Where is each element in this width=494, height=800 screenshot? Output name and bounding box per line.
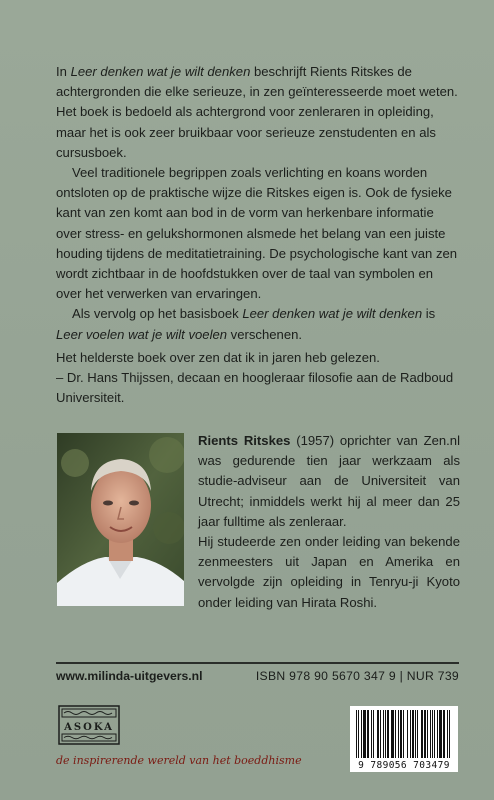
- barcode-bar: [430, 710, 431, 758]
- barcode-bar: [371, 710, 372, 758]
- author-bio: [198, 431, 460, 613]
- barcode-bar: [432, 710, 433, 758]
- barcode-bar: [363, 710, 366, 758]
- barcode-bar: [449, 710, 450, 758]
- barcode-bar: [358, 710, 359, 758]
- barcode-bar: [410, 710, 411, 758]
- blurb-paragraph-2: Veel traditionele begrippen zoals verlichting en koans worden ontsloten op de praktische wijze die Ritskes eigen is. Ook de fysieke kant van zen komt aan bod in de vorm van herkenbare informatie over stress- en gelukshormonen alsmede het belang van een juiste houding tijdens de meditatietraining. De psychologische kant van zen wordt zichtbaar in de hoofdstukken over de taal van symbolen en over het verwerken van ervaringen.: [56, 165, 458, 302]
- barcode-bar: [439, 710, 442, 758]
- asoka-logo: [58, 705, 120, 745]
- barcode-bar: [356, 710, 357, 758]
- footer-divider: [56, 662, 459, 664]
- barcode-bar: [427, 710, 428, 758]
- bio-paragraph-1: Rients Ritskes (1957) oprichter van Zen.nl was gedurende tien jaar werkzaam als studie-adviseur aan de Universiteit van Utrecht; inmiddels werkt hij al meer dan 25 jaar fulltime als zenleraar.: [198, 433, 460, 529]
- barcode-bar: [417, 710, 418, 758]
- barcode-bar: [367, 710, 369, 758]
- author-name: Rients Ritskes: [198, 433, 291, 448]
- quote-attribution: – Dr. Hans Thijssen, decaan en hoogleraar filosofie aan de Radboud Universiteit.: [56, 370, 454, 406]
- blurb-paragraph-3: Als vervolg op het basisboek Leer denken wat je wilt denken is Leer voelen wat je wilt voelen verschenen.: [56, 306, 436, 342]
- barcode-bar: [403, 710, 404, 758]
- author-photo: [57, 433, 184, 606]
- svg-text:ASOKA: ASOKA: [64, 722, 114, 733]
- barcode-bar: [377, 710, 379, 758]
- barcode-bar: [443, 710, 445, 758]
- barcode-number: 9 789056 703479: [358, 760, 450, 771]
- barcode-bar: [447, 710, 448, 758]
- quote-text: Het helderste boek over zen dat ik in jaren heb gelezen.: [56, 350, 380, 365]
- barcode-bar: [412, 710, 414, 758]
- isbn-barcode: [350, 706, 458, 772]
- barcode-bar: [391, 710, 394, 758]
- barcode-bar: [400, 710, 402, 758]
- book-title: Leer denken wat je wilt denken: [242, 306, 423, 322]
- barcode-bar: [383, 710, 384, 758]
- review-quote: [56, 348, 458, 409]
- barcode-bar: [380, 710, 381, 758]
- bio-paragraph-2: Hij studeerde zen onder leiding van bekende zenmeesters uit Japan en Amerika en vervolgde zijn opleiding in Tenryu-ji Kyoto onder leiding van Hirata Roshi.: [198, 534, 460, 610]
- sequel-title: Leer voelen wat je wilt voelen: [56, 326, 228, 342]
- blurb: [56, 62, 458, 345]
- barcode-bar: [434, 710, 435, 758]
- publisher-url: www.milinda-uitgevers.nl: [56, 669, 203, 683]
- barcode-bar: [395, 710, 396, 758]
- book-title: Leer denken wat je wilt denken: [70, 64, 251, 79]
- barcode-bar: [387, 710, 389, 758]
- publisher-tagline: de inspirerende wereld van het boeddhisme: [56, 754, 302, 767]
- footer-row: [56, 669, 459, 683]
- barcode-bar: [361, 710, 362, 758]
- barcode-bar: [421, 710, 423, 758]
- blurb-paragraph-1: In Leer denken wat je wilt denken beschrijft Rients Ritskes de achtergronden die elke serieuze, in zen geïnteresseerde moet weten. Het boek is bedoeld als achtergrond voor zenleraren in opleiding, maar het is ook zeer bruikbaar voor serieuze zenstudenten en als cursusboek.: [56, 64, 458, 160]
- barcode-bar: [373, 710, 374, 758]
- barcode-bar: [437, 710, 438, 758]
- barcode-bar: [415, 710, 416, 758]
- isbn-nur: ISBN 978 90 5670 347 9 | NUR 739: [255, 669, 459, 683]
- barcode-bar: [424, 710, 426, 758]
- barcode-bar: [385, 710, 386, 758]
- barcode-bar: [407, 710, 408, 758]
- barcode-bar: [398, 710, 399, 758]
